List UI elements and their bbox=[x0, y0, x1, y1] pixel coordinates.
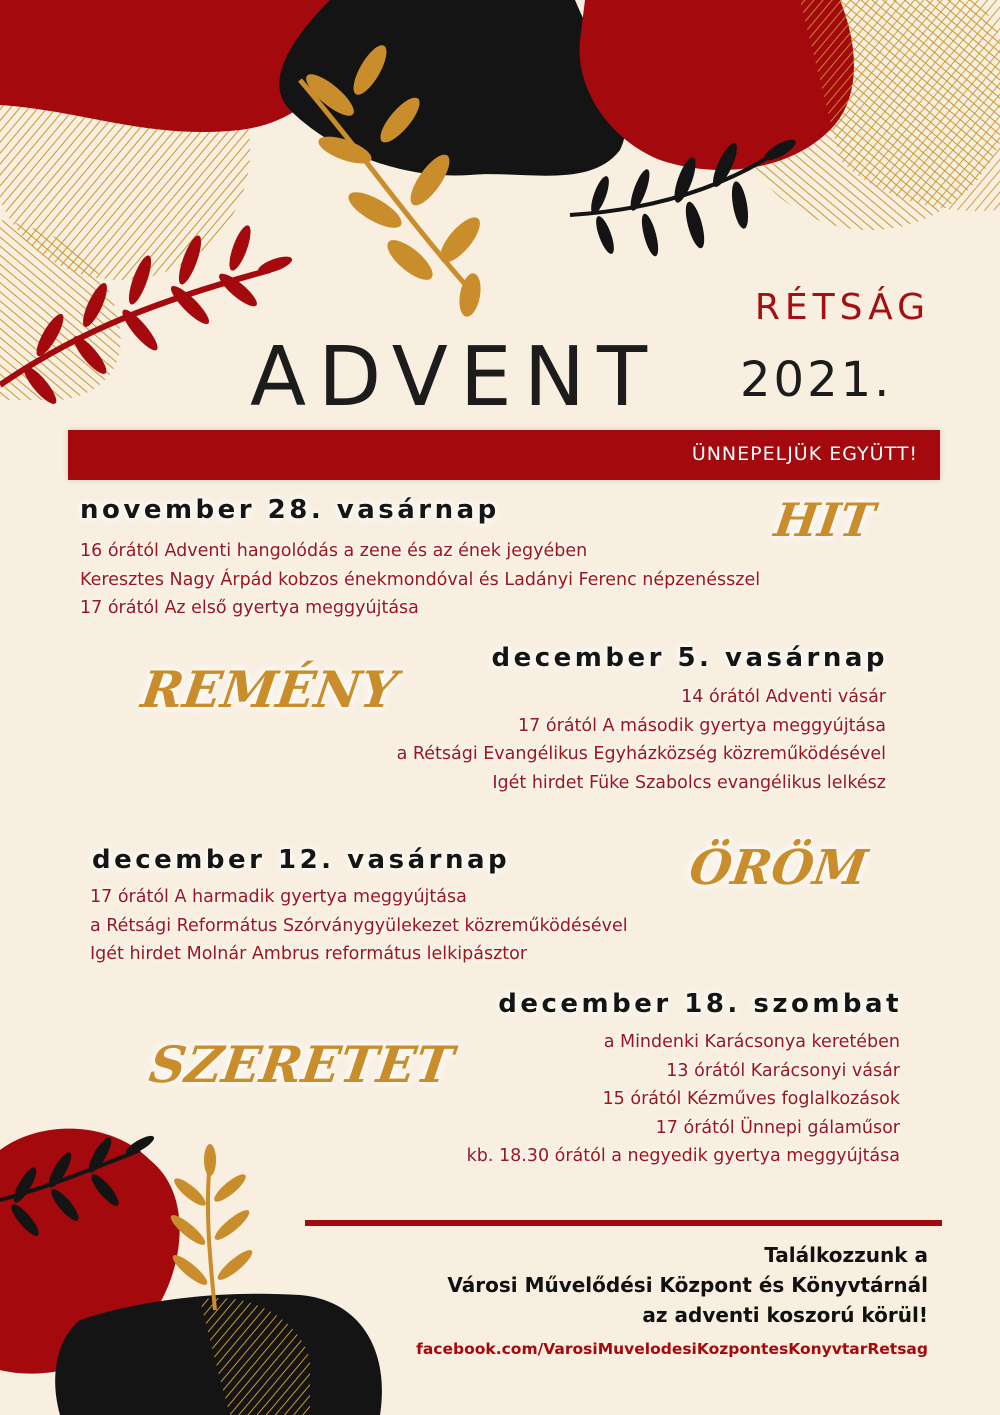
footer-invite bbox=[447, 1240, 928, 1330]
event-2-date: december 5. vasárnap bbox=[491, 643, 888, 673]
event-4-date: december 18. szombat bbox=[498, 989, 902, 1019]
banner-text: ÜNNEPELJÜK EGYÜTT! bbox=[691, 443, 918, 465]
invite-line: Találkozzunk a bbox=[764, 1243, 928, 1267]
event-2-line: Igét hirdet Füke Szabolcs evangélikus lelkész bbox=[492, 772, 886, 793]
event-3-line: Igét hirdet Molnár Ambrus református lelkipásztor bbox=[90, 944, 528, 964]
gold-branch-bottom bbox=[167, 1144, 255, 1310]
event-1-details bbox=[80, 537, 760, 623]
event-2-details bbox=[397, 683, 886, 797]
event-2-theme: REMÉNY bbox=[137, 660, 401, 719]
banner bbox=[68, 430, 940, 480]
event-3-line: a Rétsági Református Szórványgyülekezet közreműködésével bbox=[90, 915, 628, 936]
event-4-line: kb. 18.30 órától a negyedik gyertya meggyújtása bbox=[466, 1146, 900, 1166]
poster-year: 2021. bbox=[740, 352, 893, 408]
facebook-link[interactable]: facebook.com/VarosiMuvelodesiKozpontesKonyvtarRetsag bbox=[416, 1340, 928, 1358]
invite-line: az adventi koszorú körül! bbox=[642, 1303, 928, 1327]
event-4-line: 15 órától Kézműves foglalkozások bbox=[602, 1089, 900, 1109]
event-4-theme: SZERETET bbox=[145, 1035, 458, 1094]
event-4-details bbox=[467, 1028, 900, 1171]
city-name: RÉTSÁG bbox=[754, 287, 930, 328]
event-3-theme: ÖRÖM bbox=[686, 840, 871, 896]
event-1-line: 16 órától Adventi hangolódás a zene és az ének jegyében bbox=[80, 541, 588, 561]
event-1-line: 17 órától Az első gyertya meggyújtása bbox=[80, 598, 419, 618]
event-4-line: 17 órától Ünnepi gálaműsor bbox=[655, 1117, 900, 1138]
event-3-date: december 12. vasárnap bbox=[92, 845, 511, 875]
poster-title: ADVENT bbox=[250, 330, 660, 425]
event-2-line: 17 órától A második gyertya meggyújtása bbox=[518, 715, 886, 736]
event-2-line: a Rétsági Evangélikus Egyházközség közreműködésével bbox=[396, 744, 886, 764]
event-1-line: Keresztes Nagy Árpád kobzos énekmondóval és Ladányi Ferenc népzenésszel bbox=[80, 569, 761, 590]
event-4-line: a Mindenki Karácsonya keretében bbox=[603, 1032, 900, 1052]
event-1-date: november 28. vasárnap bbox=[80, 495, 500, 525]
event-1-theme: HIT bbox=[771, 493, 879, 547]
event-2-line: 14 órától Adventi vásár bbox=[681, 687, 886, 707]
footer-divider bbox=[305, 1220, 942, 1226]
event-3-line: 17 órától A harmadik gyertya meggyújtása bbox=[90, 887, 467, 907]
event-3-details bbox=[90, 883, 628, 969]
invite-line: Városi Művelődési Központ és Könyvtárnál bbox=[447, 1273, 928, 1297]
event-4-line: 13 órától Karácsonyi vásár bbox=[666, 1060, 900, 1081]
